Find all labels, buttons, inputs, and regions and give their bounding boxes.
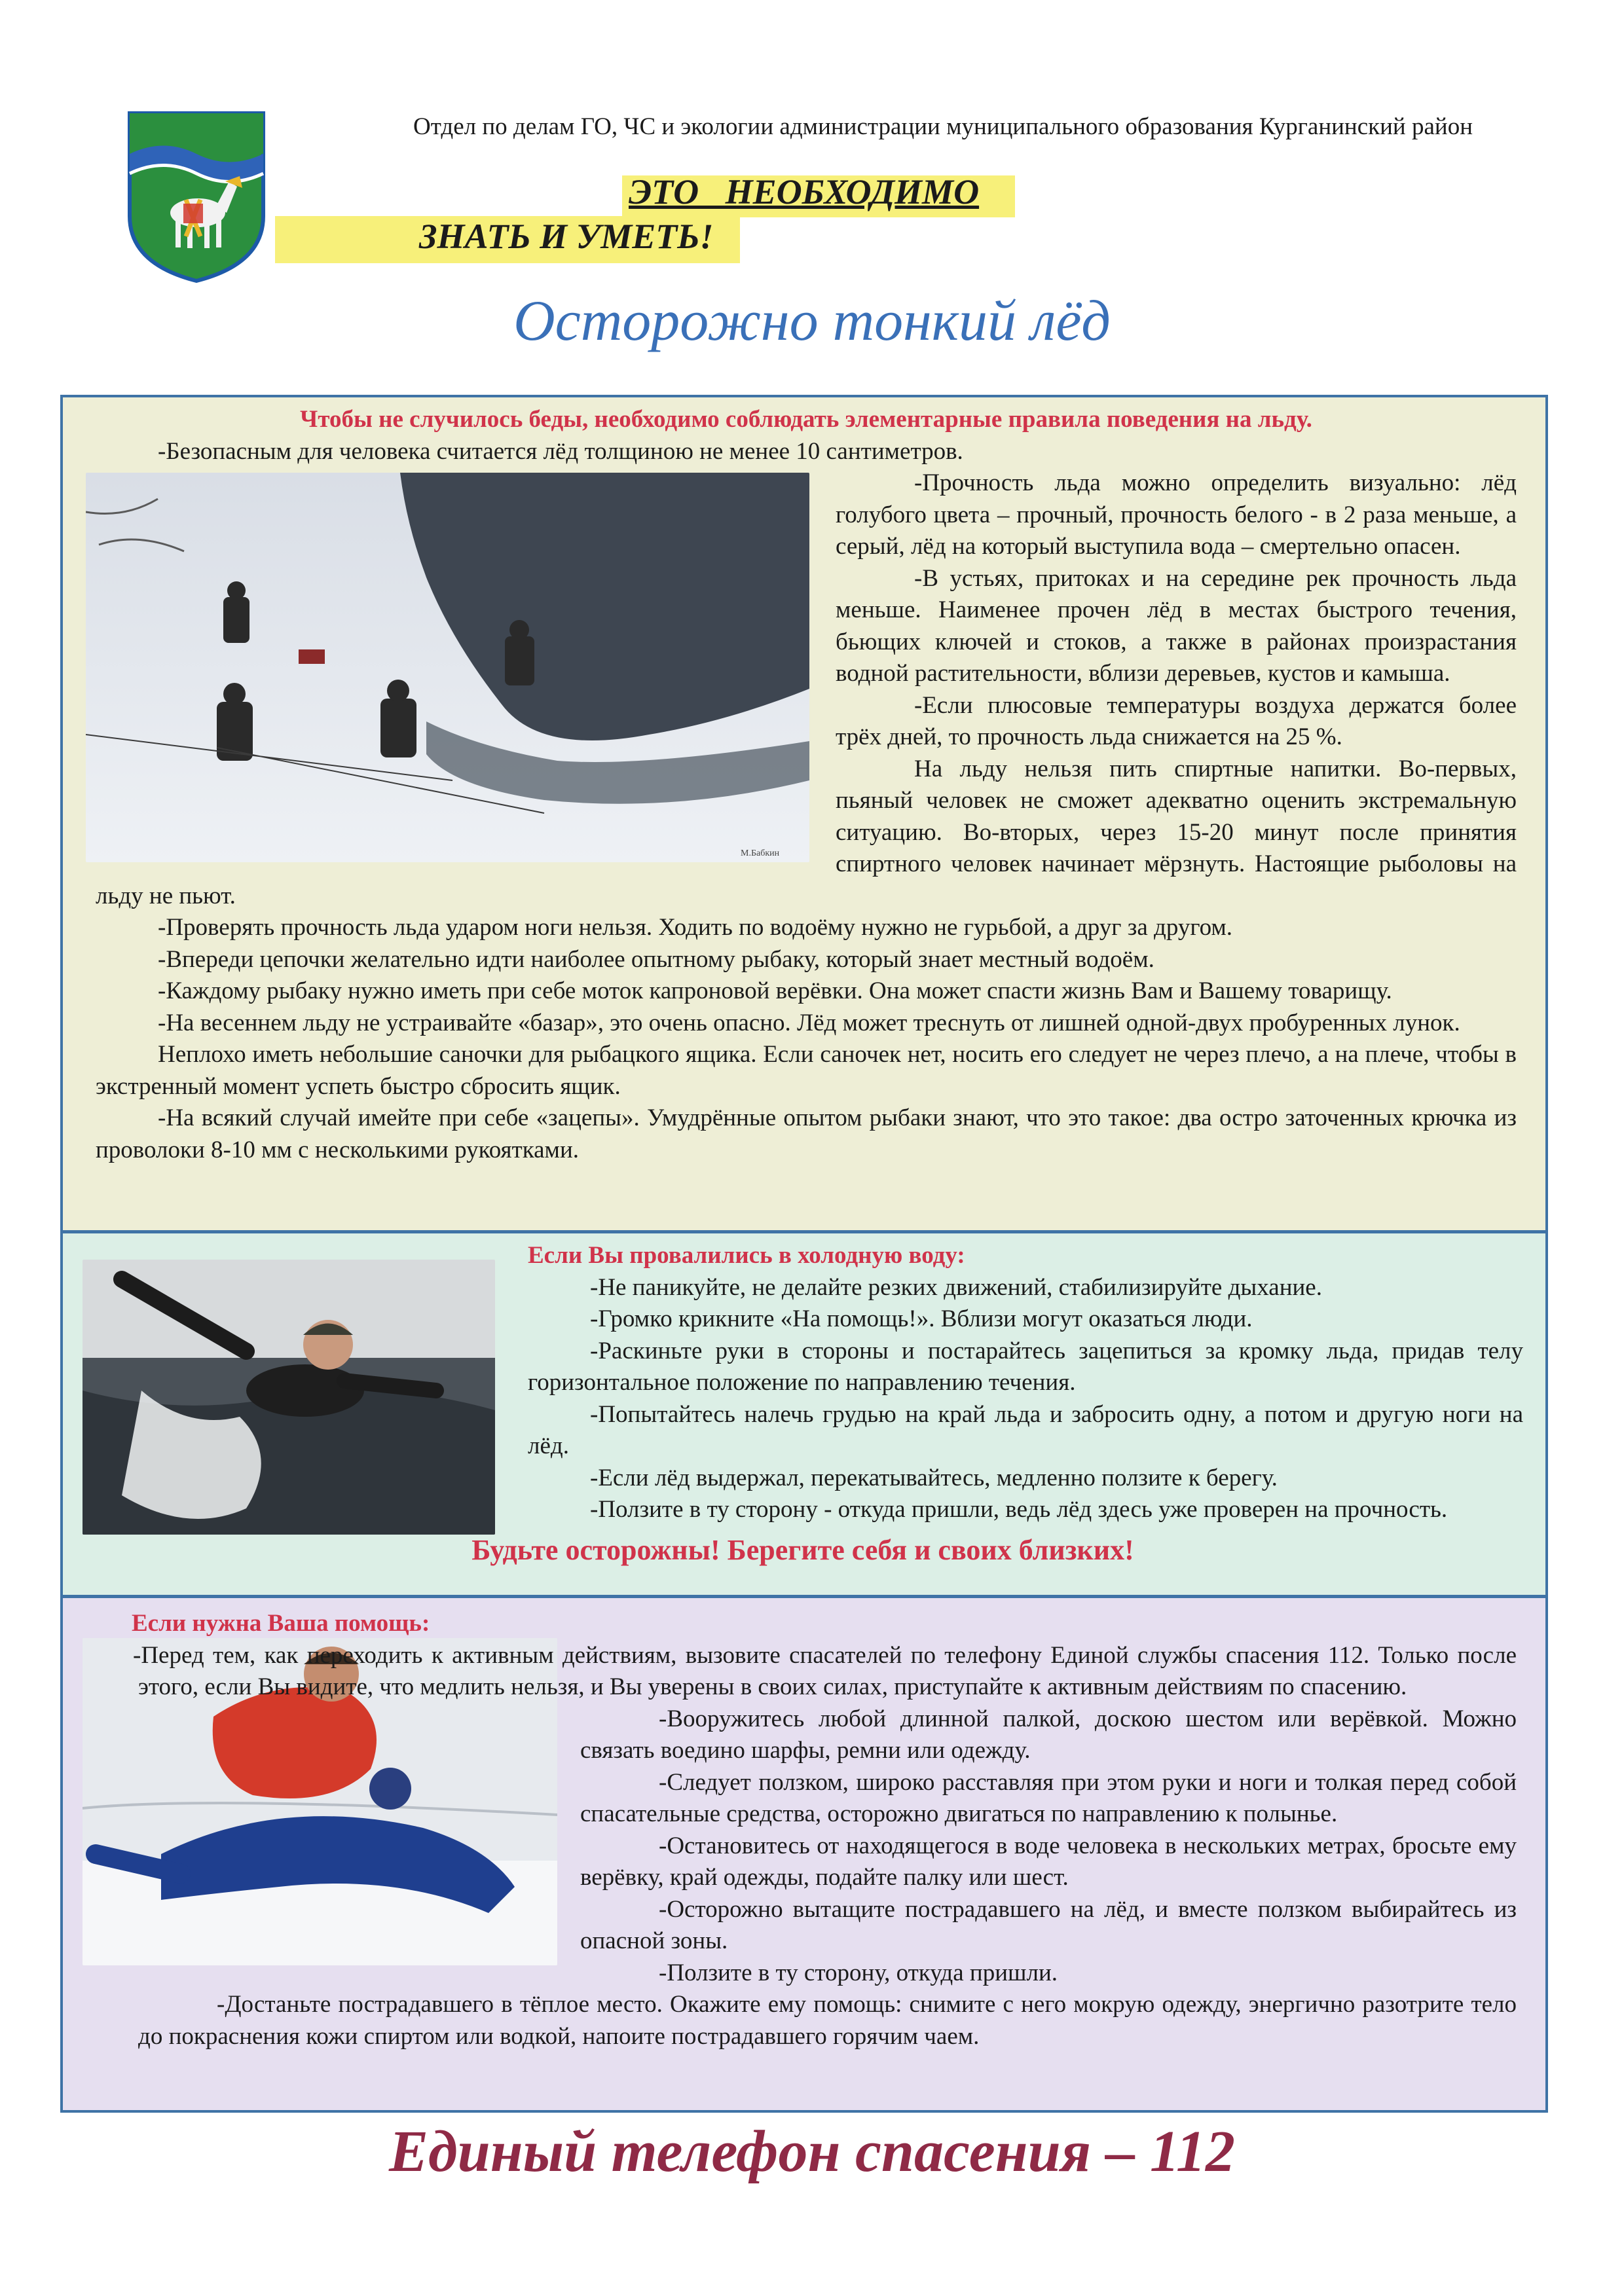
- rescue-help-section: [60, 1595, 1548, 2113]
- fell-into-water-section: [60, 1231, 1548, 1597]
- paragraph: -Впереди цепочки желательно идти наиболее опытному рыбаку, который знает местный водоём.: [158, 945, 1154, 973]
- photo-person-in-ice-water: [83, 1260, 495, 1535]
- section-heading: Чтобы не случилось беды, необходимо соблюдать элементарные правила поведения на льду.: [300, 406, 1312, 433]
- paragraph: -Осторожно вытащите пострадавшего на лёд, и вместе ползком выбирайтесь из опасной зоны.: [580, 1895, 1517, 1954]
- paragraph: -Если лёд выдержал, перекатывайтесь, медленно ползите к берегу.: [590, 1464, 1278, 1491]
- paragraph: Неплохо иметь небольшие саночки для рыбацкого ящика. Если саночек нет, носить его следует не через плечо, а на плече, чтобы в экстренный момент успеть быстро сбросить ящик.: [96, 1041, 1517, 1100]
- paragraph: -Если плюсовые температуры воздуха держатся более трёх дней, то прочность льда снижается на 25 %.: [836, 691, 1517, 750]
- paragraph: -Ползите в ту сторону, откуда пришли.: [659, 1959, 1058, 1986]
- paragraph: -Перед тем, как переходить к активным действиям, вызовите спасателей по телефону Единой службы спасения 112. Только после этого, если Вы видите, что медлить нельзя, и Вы уверены в своих силах, приступайте к активным действиям по спасению.: [133, 1641, 1517, 1700]
- paragraph: -Попытайтесь налечь грудью на край льда и забросить одну, а потом и другую ноги на лёд.: [528, 1400, 1523, 1459]
- page-title: Осторожно тонкий лёд: [513, 289, 1111, 353]
- paragraph: -На всякий случай имейте при себе «зацепы». Умудрённые опытом рыбаки знают, что это такое: два остро заточенных крючка из проволоки 8-10 мм с несколькими рукоятками.: [96, 1104, 1517, 1163]
- paragraph: -Остановитесь от находящегося в воде человека в нескольких метрах, бросьте ему верёвку, край одежды, подайте палку или шест.: [580, 1832, 1517, 1891]
- paragraph: -Вооружитесь любой длинной палкой, доскою шестом или верёвкой. Можно связать воедино шарфы, ремни или одежду.: [580, 1705, 1517, 1764]
- paragraph: -В устьях, притоках и на середине рек прочность льда меньше. Наименее прочен лёд в местах быстрого течения, бьющих ключей и стоков, а также в районах произрастания водной растительности, вблизи деревьев, кустов и камыша.: [836, 564, 1517, 687]
- paragraph: -Достаньте пострадавшего в тёплое место. Окажите ему помощь: снимите с него мокрую одежду, энергично разотрите тело до покраснения кожи спиртом или водкой, напоите пострадавшего горячим чаем.: [138, 1991, 1517, 2050]
- paragraph: -Каждому рыбаку нужно иметь при себе моток капроновой верёвки. Она может спасти жизнь Вам и Вашему товарищу.: [158, 977, 1392, 1004]
- paragraph: -Раскиньте руки в стороны и постарайтесь зацепиться за кромку льда, придав телу горизонтальное положение по направлению течения.: [528, 1337, 1523, 1396]
- paragraph: -Проверять прочность льда ударом ноги нельзя. Ходить по водоёму нужно не гурьбой, а друг за другом.: [158, 914, 1233, 941]
- paragraph: -Прочность льда можно определить визуально: лёд голубого цвета – прочный, прочность белого - в 2 раза меньше, а серый, лёд на который выступила вода – смертельно опасен.: [836, 469, 1517, 560]
- paragraph: -На весеннем льду не устраивайте «базар», это очень опасно. Лёд может треснуть от лишней одной-двух пробуренных лунок.: [158, 1009, 1460, 1036]
- headline-line-1: ЭТО НЕОБХОДИМО: [629, 172, 980, 211]
- photo-ice-fishermen: [86, 473, 809, 862]
- paragraph: -Ползите в ту сторону - откуда пришли, ведь лёд здесь уже проверен на прочность.: [590, 1496, 1448, 1523]
- paragraph: -Не паникуйте, не делайте резких движений, стабилизируйте дыхание.: [590, 1273, 1322, 1301]
- headline-line-2: ЗНАТЬ И УМЕТЬ!: [419, 217, 714, 256]
- warning-closing: Будьте осторожны! Берегите себя и своих близких!: [471, 1534, 1134, 1566]
- rescue-hotline: Единый телефон спасения – 112: [388, 2119, 1236, 2184]
- ice-safety-rules-section: [60, 395, 1548, 1233]
- paragraph: На льду нельзя пить спиртные напитки. Во-первых, пьяный человек не сможет адекватно оценить экстремальную ситуацию. Во-вторых, через 15-20 минут после принятия спиртного человек начинает мёрзнуть. Настоящие рыболовы на льду не пьют.: [96, 755, 1517, 909]
- section-heading: Если нужна Ваша помощь:: [132, 1610, 430, 1637]
- paragraph: -Следует ползком, широко расставляя при этом руки и ноги и толкая перед собой спасательные средства, осторожно двигаться по направлению к полынье.: [580, 1768, 1517, 1827]
- paragraph: -Безопасным для человека считается лёд толщиною не менее 10 сантиметров.: [158, 437, 963, 465]
- district-coat-of-arms-emblem: [124, 108, 268, 285]
- section-heading: Если Вы провалились в холодную воду:: [528, 1242, 965, 1269]
- photo-signature: М.Бабкин: [741, 848, 780, 858]
- paragraph: -Громко крикните «На помощь!». Вблизи могут оказаться люди.: [590, 1305, 1253, 1332]
- department-caption: Отдел по делам ГО, ЧС и экологии администрации муниципального образования Курганинский район: [413, 113, 1473, 140]
